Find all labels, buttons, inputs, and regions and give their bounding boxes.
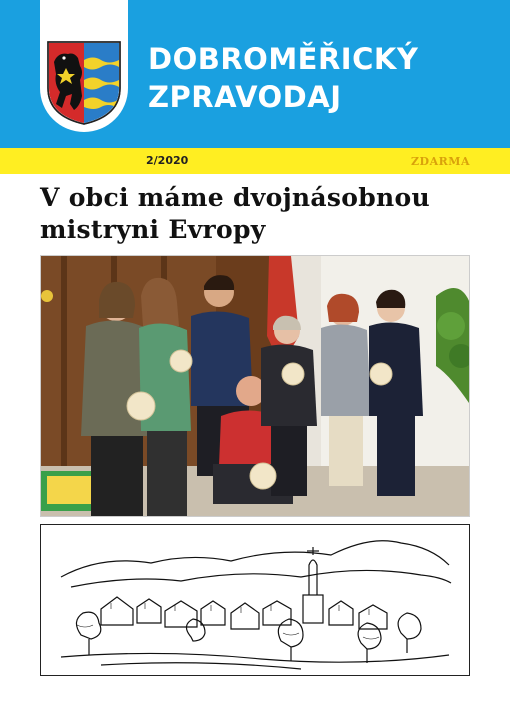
village-sketch-illustration — [40, 524, 470, 676]
newsletter-title — [148, 40, 418, 116]
coat-of-arms-emblem — [40, 0, 128, 132]
article-headline — [40, 182, 480, 246]
issue-number: 2/2020 — [146, 154, 189, 167]
headline-line2: mistryni Evropy — [40, 215, 266, 244]
group-photo — [40, 255, 470, 517]
headline-line1: V obci máme dvojnásobnou — [40, 183, 430, 212]
newsletter-title-line2: ZPRAVODAJ — [148, 80, 342, 114]
masthead-banner — [0, 0, 510, 148]
municipal-coat-of-arms-icon — [40, 0, 128, 132]
newsletter-title-line1: DOBROMĚŘICKÝ — [148, 42, 419, 76]
price-label: ZDARMA — [411, 155, 470, 168]
